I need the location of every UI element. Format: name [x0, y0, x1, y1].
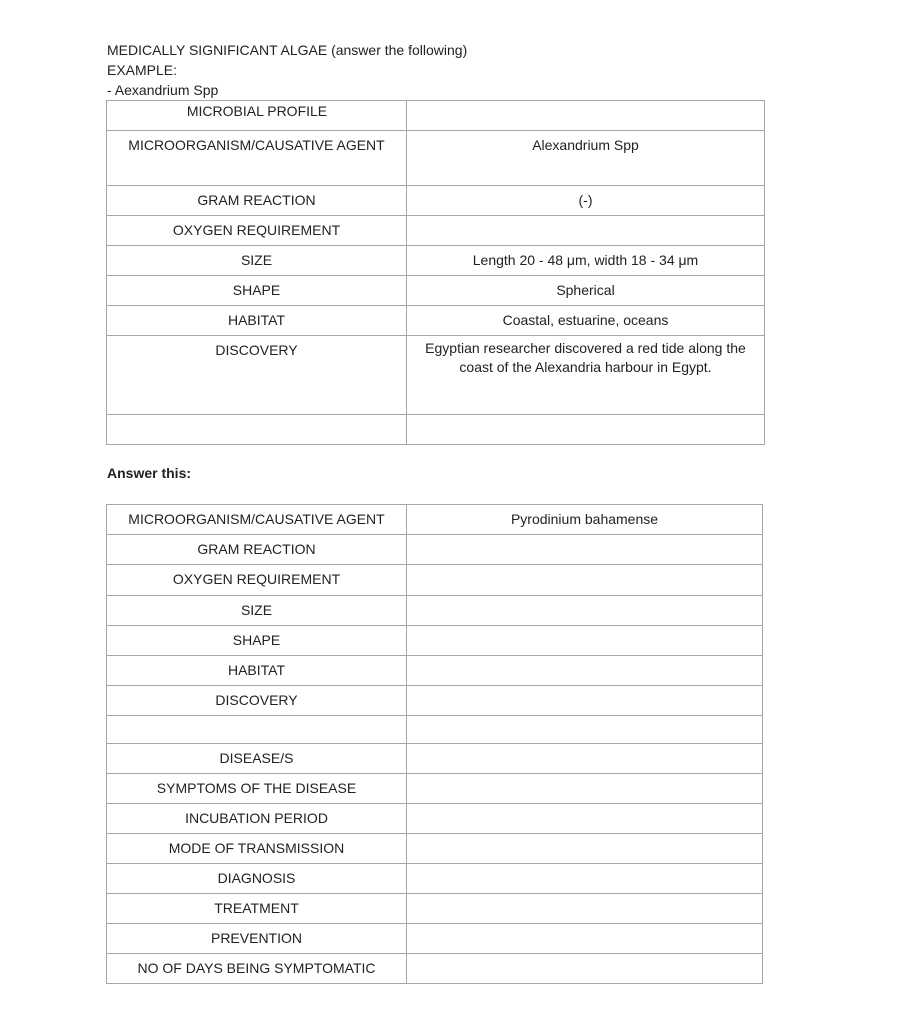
row-value-cell: [407, 565, 763, 596]
row-label: SHAPE: [232, 282, 281, 298]
row-label-cell: [107, 864, 407, 894]
row-label-cell: [107, 246, 407, 276]
row-label: HABITAT: [227, 662, 286, 678]
row-label: SYMPTOMS OF THE DISEASE: [156, 780, 357, 796]
table-row: [107, 596, 763, 626]
row-label-cell: [107, 954, 407, 984]
row-label: [107, 716, 406, 721]
table-row: [107, 894, 763, 924]
row-label: OXYGEN REQUIREMENT: [172, 222, 341, 238]
row-value: [407, 924, 762, 929]
table-row: [107, 924, 763, 954]
row-value: [407, 686, 762, 691]
table-row: [107, 864, 763, 894]
row-label-cell: [107, 131, 407, 186]
table-row: [107, 954, 763, 984]
table-row: [107, 626, 763, 656]
row-value: Pyrodinium bahamense: [510, 511, 659, 527]
row-label-cell: [107, 336, 407, 415]
row-value: [407, 774, 762, 779]
row-value: [407, 954, 762, 959]
row-value-cell: [407, 131, 765, 186]
row-label-cell: [107, 276, 407, 306]
row-value: [407, 716, 762, 721]
row-label: HABITAT: [227, 312, 286, 328]
row-value-cell: [407, 216, 765, 246]
table-row: [107, 216, 765, 246]
row-value-cell: [407, 924, 763, 954]
row-value: [407, 864, 762, 869]
row-value: [407, 744, 762, 749]
row-label-cell: [107, 716, 407, 744]
row-label: MODE OF TRANSMISSION: [168, 840, 345, 856]
row-value-cell: [407, 864, 763, 894]
table-row: [107, 336, 765, 415]
row-value-cell: [407, 186, 765, 216]
row-value-cell: [407, 596, 763, 626]
row-value: [407, 834, 762, 839]
row-label: PREVENTION: [210, 930, 302, 946]
table-row: [107, 744, 763, 774]
row-label-cell: [107, 306, 407, 336]
row-label: DISEASE/S: [219, 750, 294, 766]
row-label: GRAM REACTION: [197, 192, 316, 208]
row-value: [407, 535, 762, 540]
row-value-cell: [407, 954, 763, 984]
document-heading: [107, 40, 467, 100]
table-row: [107, 535, 763, 565]
table-row: [107, 774, 763, 804]
row-value: [407, 894, 762, 899]
table-row: [107, 716, 763, 744]
row-label-cell: [107, 894, 407, 924]
row-value-cell: [407, 834, 763, 864]
table-row: [107, 505, 763, 535]
row-label: GRAM REACTION: [197, 541, 316, 557]
row-value: Alexandrium Spp: [532, 137, 639, 153]
row-label: DISCOVERY: [215, 342, 298, 358]
row-value: [407, 596, 762, 601]
row-label: MICROORGANISM/CAUSATIVE AGENT: [128, 137, 385, 153]
row-value-cell: [407, 535, 763, 565]
row-value-cell: [407, 505, 763, 535]
row-value: (-): [578, 192, 593, 208]
table-row: [107, 804, 763, 834]
row-label: SHAPE: [232, 632, 281, 648]
microbial-profile-header: MICROBIAL PROFILE: [186, 103, 328, 119]
row-label: NO OF DAYS BEING SYMPTOMATIC: [137, 960, 376, 976]
row-value-cell: [407, 336, 765, 415]
row-label-cell: [107, 804, 407, 834]
row-value: Spherical: [556, 282, 615, 298]
row-label: INCUBATION PERIOD: [185, 810, 328, 826]
table-row: [107, 246, 765, 276]
row-value: [407, 565, 762, 570]
row-value-cell: [407, 656, 763, 686]
row-label-cell: [107, 834, 407, 864]
table-row: [107, 834, 763, 864]
row-value-cell: [407, 744, 763, 774]
table-row: [107, 656, 763, 686]
row-label: [107, 415, 406, 420]
row-label: DIAGNOSIS: [217, 870, 296, 886]
row-label: OXYGEN REQUIREMENT: [172, 571, 341, 587]
row-value-cell: [407, 306, 765, 336]
row-value-cell: [407, 276, 765, 306]
row-value: Egyptian researcher discovered a red tide along the coast of the Alexandria harbour in Egypt.: [425, 340, 746, 375]
row-value-cell: [407, 804, 763, 834]
row-label-cell: [107, 744, 407, 774]
row-label-cell: [107, 626, 407, 656]
row-value-cell: [407, 716, 763, 744]
example-label: EXAMPLE:: [107, 62, 178, 78]
row-value: [407, 415, 764, 420]
row-label: SIZE: [240, 602, 273, 618]
row-value: [407, 656, 762, 661]
table-row: [107, 415, 765, 445]
row-value-cell: [407, 686, 763, 716]
table-row: [107, 565, 763, 596]
row-value-cell: [407, 894, 763, 924]
row-value: [407, 216, 764, 221]
row-label-cell: [107, 924, 407, 954]
row-value-cell: [407, 774, 763, 804]
table-row: [107, 186, 765, 216]
row-value-cell: [407, 415, 765, 445]
row-label-cell: [107, 186, 407, 216]
row-label-cell: [107, 565, 407, 596]
row-label-cell: [107, 596, 407, 626]
table-row: [107, 306, 765, 336]
row-label-cell: [107, 505, 407, 535]
row-value: Coastal, estuarine, oceans: [502, 312, 669, 328]
example-profile-table: [106, 100, 765, 445]
row-label-cell: [107, 686, 407, 716]
table-row: [107, 686, 763, 716]
row-value: [407, 804, 762, 809]
row-label: MICROORGANISM/CAUSATIVE AGENT: [128, 511, 385, 527]
row-label: SIZE: [240, 252, 273, 268]
row-value-cell: [407, 246, 765, 276]
example-item: - Aexandrium Spp: [107, 82, 219, 98]
row-label: DISCOVERY: [215, 692, 298, 708]
table-row: [107, 276, 765, 306]
table-row: [107, 131, 765, 186]
row-label-cell: [107, 656, 407, 686]
row-label-cell: [107, 774, 407, 804]
row-value-cell: [407, 626, 763, 656]
answer-section-title: Answer this:: [107, 465, 192, 481]
answer-profile-table: [106, 504, 763, 984]
document-title: MEDICALLY SIGNIFICANT ALGAE (answer the following): [107, 42, 468, 58]
row-label-cell: [107, 216, 407, 246]
row-value: [407, 626, 762, 631]
row-value: Length 20 - 48 μm, width 18 - 34 μm: [472, 252, 699, 268]
row-label-cell: [107, 415, 407, 445]
profile-header-empty-cell: [407, 101, 765, 131]
row-label-cell: [107, 535, 407, 565]
row-label: TREATMENT: [214, 900, 299, 916]
